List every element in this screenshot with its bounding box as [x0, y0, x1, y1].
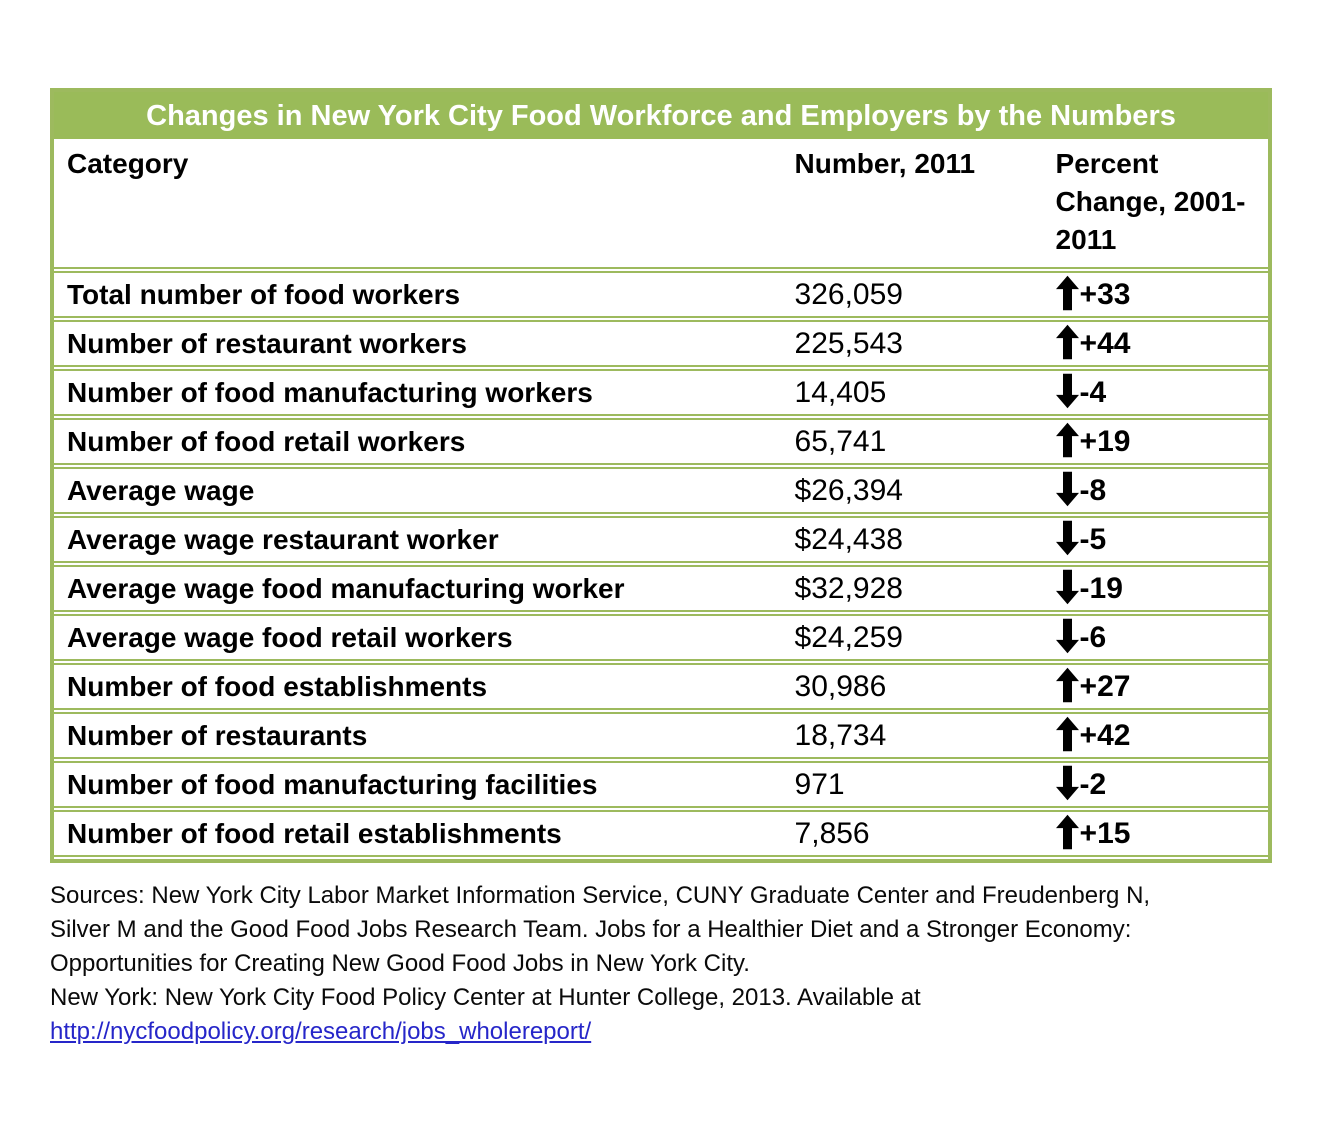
table-row [54, 516, 1268, 563]
food-workforce-table [50, 88, 1272, 863]
category-cell: Number of restaurants [54, 712, 795, 759]
number-cell: 326,059 [795, 271, 1056, 318]
column-header-number-2011: Number, 2011 [795, 141, 1056, 269]
number-cell: 18,734 [795, 712, 1056, 759]
table-row [54, 467, 1268, 514]
number-cell: 7,856 [795, 810, 1056, 857]
table-header [54, 141, 1268, 269]
table-row [54, 271, 1268, 318]
percent-change-cell [1056, 467, 1268, 514]
source-line-2: Silver M and the Good Food Jobs Research Team. Jobs for a Healthier Diet and a Stronger Economy: [50, 916, 1132, 943]
table-row [54, 565, 1268, 612]
table-row [54, 810, 1268, 857]
percent-change-value: +19 [1079, 425, 1131, 459]
trend-arrow-icon [1056, 520, 1079, 556]
category-cell: Average wage restaurant worker [54, 516, 795, 563]
category-cell: Average wage food manufacturing worker [54, 565, 795, 612]
percent-change-cell [1056, 320, 1268, 367]
percent-change-value: +44 [1079, 327, 1131, 361]
percent-change-value: -19 [1079, 572, 1123, 606]
header-row [54, 141, 1268, 269]
percent-change-cell [1056, 663, 1268, 710]
percent-change-cell [1056, 369, 1268, 416]
table-row [54, 663, 1268, 710]
number-cell: $26,394 [795, 467, 1056, 514]
percent-change-value: +27 [1079, 670, 1131, 704]
percent-change-cell [1056, 516, 1268, 563]
trend-arrow-icon [1056, 422, 1079, 458]
table-body [54, 271, 1268, 857]
number-cell: 971 [795, 761, 1056, 808]
trend-arrow-icon [1056, 324, 1079, 360]
percent-change-value: -6 [1079, 621, 1107, 655]
percent-change-cell [1056, 271, 1268, 318]
column-header-percent-change: Percent Change, 2001-2011 [1056, 141, 1268, 269]
category-cell: Number of food retail workers [54, 418, 795, 465]
trend-arrow-icon [1056, 716, 1079, 752]
report-link[interactable]: http://nycfoodpolicy.org/research/jobs_wholereport/ [50, 1018, 592, 1045]
source-line-3: Opportunities for Creating New Good Food Jobs in New York City. [50, 950, 750, 977]
table-row [54, 712, 1268, 759]
data-table [54, 139, 1268, 859]
number-cell: 225,543 [795, 320, 1056, 367]
table-row [54, 369, 1268, 416]
number-cell: $24,438 [795, 516, 1056, 563]
table-row [54, 418, 1268, 465]
table-row [54, 614, 1268, 661]
category-cell: Average wage food retail workers [54, 614, 795, 661]
sources-note [50, 879, 1286, 1049]
percent-change-cell [1056, 761, 1268, 808]
number-cell: $24,259 [795, 614, 1056, 661]
percent-change-cell [1056, 565, 1268, 612]
table-row [54, 320, 1268, 367]
source-line-1: Sources: New York City Labor Market Information Service, CUNY Graduate Center and Freudenberg N, [50, 882, 1151, 909]
percent-change-value: +15 [1079, 817, 1131, 851]
source-line-4: New York: New York City Food Policy Center at Hunter College, 2013. Available at [50, 984, 921, 1011]
category-cell: Number of food retail establishments [54, 810, 795, 857]
percent-change-value: -8 [1079, 474, 1107, 508]
table-title: Changes in New York City Food Workforce and Employers by the Numbers [54, 92, 1268, 139]
trend-arrow-icon [1056, 471, 1079, 507]
percent-change-cell [1056, 418, 1268, 465]
trend-arrow-icon [1056, 765, 1079, 801]
category-cell: Number of food manufacturing workers [54, 369, 795, 416]
number-cell: 65,741 [795, 418, 1056, 465]
table-row [54, 761, 1268, 808]
category-cell: Number of food manufacturing facilities [54, 761, 795, 808]
category-cell: Number of food establishments [54, 663, 795, 710]
trend-arrow-icon [1056, 275, 1079, 311]
percent-change-value: -5 [1079, 523, 1107, 557]
category-cell: Average wage [54, 467, 795, 514]
percent-change-value: +42 [1079, 719, 1131, 753]
percent-change-value: +33 [1079, 278, 1131, 312]
percent-change-value: -4 [1079, 376, 1107, 410]
number-cell: $32,928 [795, 565, 1056, 612]
trend-arrow-icon [1056, 569, 1079, 605]
percent-change-cell [1056, 810, 1268, 857]
category-cell: Total number of food workers [54, 271, 795, 318]
column-header-category: Category [54, 141, 795, 269]
percent-change-cell [1056, 712, 1268, 759]
trend-arrow-icon [1056, 667, 1079, 703]
trend-arrow-icon [1056, 814, 1079, 850]
percent-change-value: -2 [1079, 768, 1107, 802]
category-cell: Number of restaurant workers [54, 320, 795, 367]
percent-change-cell [1056, 614, 1268, 661]
number-cell: 30,986 [795, 663, 1056, 710]
trend-arrow-icon [1056, 373, 1079, 409]
trend-arrow-icon [1056, 618, 1079, 654]
number-cell: 14,405 [795, 369, 1056, 416]
